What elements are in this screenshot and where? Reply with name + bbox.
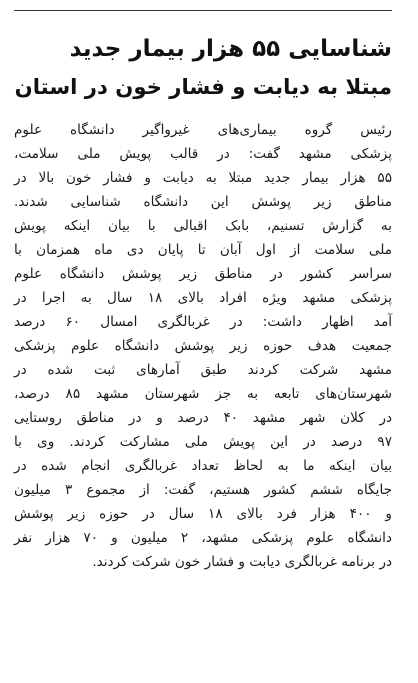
headline-line-1: شناسایی ۵۵ هزار بیمار جدید <box>69 36 392 62</box>
article-body <box>14 118 392 574</box>
body-line: شهرستان‌های تابعه به جز شهرستان مشهد ۸۵ درصد، <box>14 386 392 402</box>
body-line: ملی سلامت از اول آبان تا پایان دی ماه همزمان با <box>14 242 392 258</box>
body-line: ۵۵ هزار بیمار جدید مبتلا به دیابت و فشار خون بالا در <box>14 170 392 186</box>
body-line: مناطق زیر پوشش این دانشگاه شناسایی شدند. <box>14 194 392 210</box>
body-line: پزشکی مشهد گفت: در قالب پویش ملی سلامت، <box>14 146 392 162</box>
body-line: به گزارش تسنیم، بابک اقبالی با بیان اینکه پویش <box>14 218 392 234</box>
body-line: آمد اظهار داشت: در غربالگری امسال ۶۰ درصد <box>14 314 393 330</box>
body-line: سراسر کشور در مناطق زیر پوشش دانشگاه علوم <box>14 266 392 282</box>
news-article <box>14 0 392 683</box>
article-headline <box>14 30 392 106</box>
body-line: دانشگاه علوم پزشکی مشهد، ۲ میلیون و ۷۰ هزار نفر <box>14 530 392 546</box>
body-line: و ۴۰۰ هزار فرد بالای ۱۸ سال در حوزه زیر پوشش <box>14 506 392 522</box>
body-line: ۹۷ درصد در این پویش ملی مشارکت کردند. وی با <box>14 434 392 450</box>
body-line: در برنامه غربالگری دیابت و فشار خون شرکت کردند. <box>92 554 392 570</box>
body-line: جایگاه ششم کشور هستیم، گفت: از مجموع ۳ میلیون <box>14 482 393 498</box>
headline-line-2: مبتلا به دیابت و فشار خون در استان <box>14 74 392 99</box>
top-divider <box>14 10 392 11</box>
body-line: جمعیت هدف حوزه زیر پوشش دانشگاه علوم پزشکی <box>14 338 392 354</box>
body-line: بیان اینکه ما به لحاظ تعداد غربالگری انجام شده در <box>14 458 392 474</box>
body-line: در کلان شهر مشهد ۴۰ درصد و در مناطق روستایی <box>14 410 392 426</box>
body-line: رئیس گروه بیماری‌های غیرواگیر دانشگاه علوم <box>14 122 392 138</box>
body-line: پزشکی مشهد ویژه افراد بالای ۱۸ سال به اجرا در <box>14 290 392 306</box>
body-line: مشهد شرکت کردند طبق آمارهای ثبت شده در <box>14 362 392 378</box>
